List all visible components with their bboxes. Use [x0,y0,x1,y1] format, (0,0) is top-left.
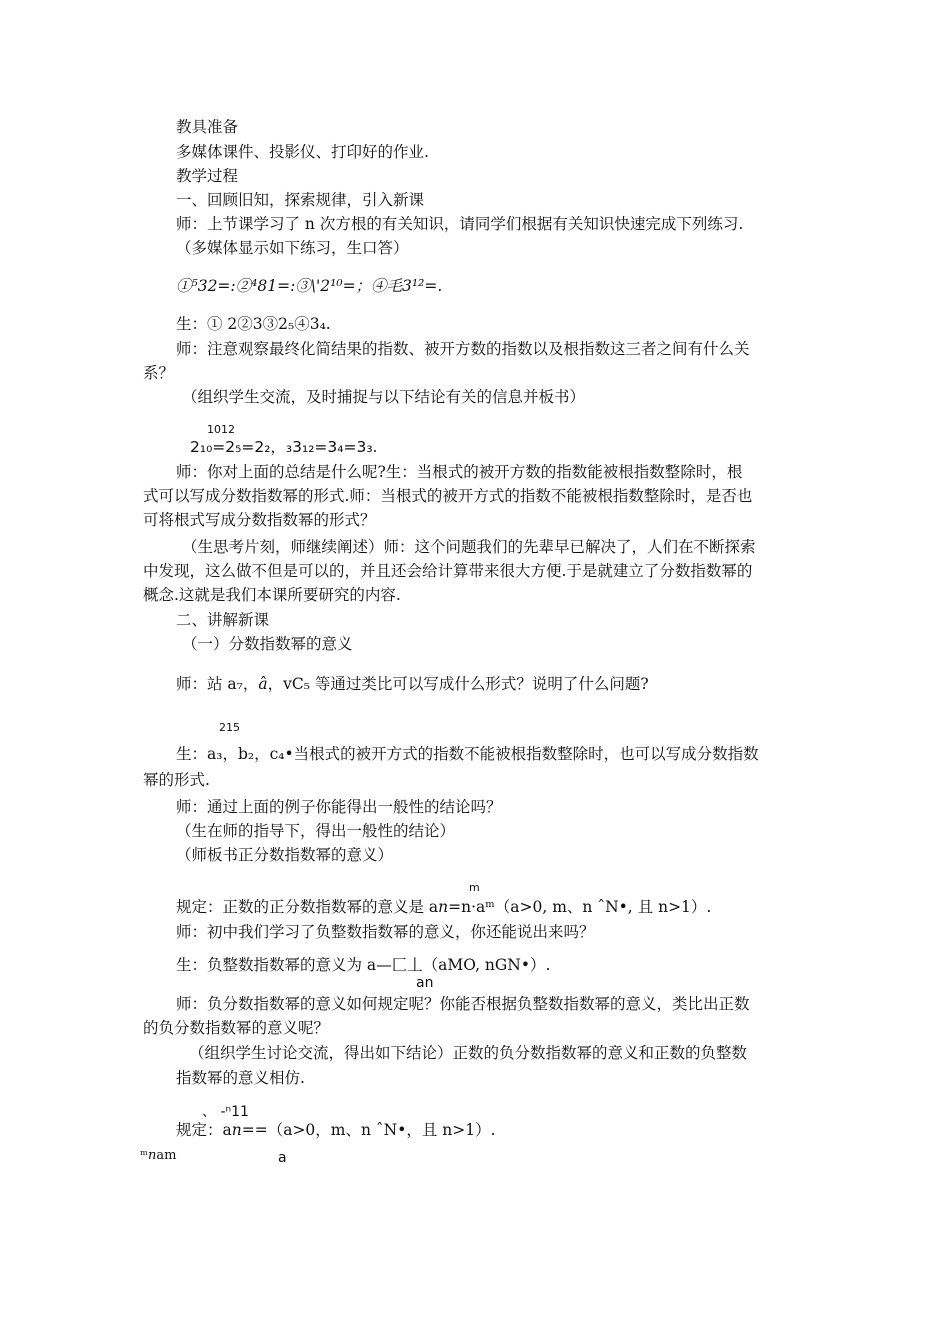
answer-line-2a: 生：a₃，b₂，c₄•当根式的被开方式的指数不能被根指数整除时，也可以写成分数指数 [176,745,759,763]
teacher-line-14a: 师：负分数指数幂的意义如何规定呢？你能否根据负整数指数幂的意义，类比出正数 [176,995,750,1013]
process-heading: 教学过程 [176,167,239,185]
teacher-line-6b: 中发现，这么做不但是可以的，并且还会给计算带来很大方便.于是就建立了分数指数幂的 [143,562,753,580]
teacher-line-1: 师：上节课学习了 n 次方根的有关知识，请同学们根据有关知识快速完成下列练习. [176,215,744,233]
student-line-13-denominator: an [416,975,434,991]
teacher-line-5c: 可将根式写成分数指数幂的形式？ [143,511,376,529]
part1-heading: 一、回顾旧知，探索规律，引入新课 [176,191,425,209]
exercise-line: ①⁵32=:②⁴81=:③\'2¹⁰=；④毛3¹²=. [176,277,443,295]
note-line-15b: 指数幂的意义相仿. [176,1069,305,1087]
student-line-13: 生：负整数指数幂的意义为 a—匚丄（aMO, nGN•）. [176,956,551,974]
teacher-line-3b: 系？ [143,364,175,382]
teacher-line-12: 师：初中我们学习了负整数指数幂的意义，你还能说出来吗？ [176,923,595,941]
rule1-superscript: m [469,881,480,894]
formula-line: 2₁₀=2₅=2₂，₃3₁₂=3₄=3₃. [190,438,378,456]
teacher-line-14b: 的负分数指数幂的意义呢？ [143,1019,330,1037]
teacher-line-6a: （生思考片刻，师继续阐述）师：这个问题我们的先辈早已解决了，人们在不断探索 [182,538,756,556]
teacher-line-6c: 概念.这就是我们本课所要研究的内容. [143,586,401,604]
teacher-line-9: 师：通过上面的例子你能得出一般性的结论吗？ [176,798,502,816]
rule2-superscript: 、 -ⁿ11 [202,1104,249,1120]
teacher-line-5b: 式可以写成分数指数幂的形式.师：当根式的被开方式的指数不能被根指数整除时，是否也 [143,487,753,505]
rule2-line: 规定：a𝑛==（a>0，m、n ˆN•，且 n>1）. [176,1121,496,1139]
note-line-2: （组织学生交流，及时捕捉与以下结论有关的信息并板书） [182,388,586,406]
part2-heading: 二、讲解新课 [176,611,270,629]
answer-superscript: 215 [219,721,240,734]
sub1-heading: （一）分数指数幂的意义 [182,635,353,653]
rule2-left-fragment: ᵐ𝑛am [140,1148,177,1163]
note-line-4: （师板书正分数指数幂的意义） [176,846,394,864]
rule2-denominator: a [278,1150,287,1166]
note-line-1: （多媒体显示如下练习，生口答） [176,239,409,257]
note-line-3: （生在师的指导下，得出一般性的结论） [176,822,456,840]
teacher-line-7: 师：站 a₇，𝑎̂，vC₅ 等通过类比可以写成什么形式？说明了什么问题? [176,675,649,693]
answer-line-1: 生：① 2②3③2₅④3₄. [176,315,331,333]
prep-text: 多媒体课件、投影仪、打印好的作业. [176,143,429,161]
rule1-line: 规定：正数的正分数指数幂的意义是 a𝑛=n·aᵐ（a>0, m、n ˆN•, 且 n>1）. [176,898,712,916]
teacher-line-3a: 师：注意观察最终化简结果的指数、被开方数的指数以及根指数这三者之间有什么关 [176,340,750,358]
answer-line-2b: 幂的形式. [143,771,210,789]
formula-superscript: 1012 [207,423,235,436]
note-line-15a: （组织学生讨论交流，得出如下结论）正数的负分数指数幂的意义和正数的负整数 [189,1044,748,1062]
prep-heading: 教具准备 [176,118,239,136]
teacher-line-5a: 师：你对上面的总结是什么呢?生：当根式的被开方数的指数能被根指数整除时，根 [176,463,743,481]
